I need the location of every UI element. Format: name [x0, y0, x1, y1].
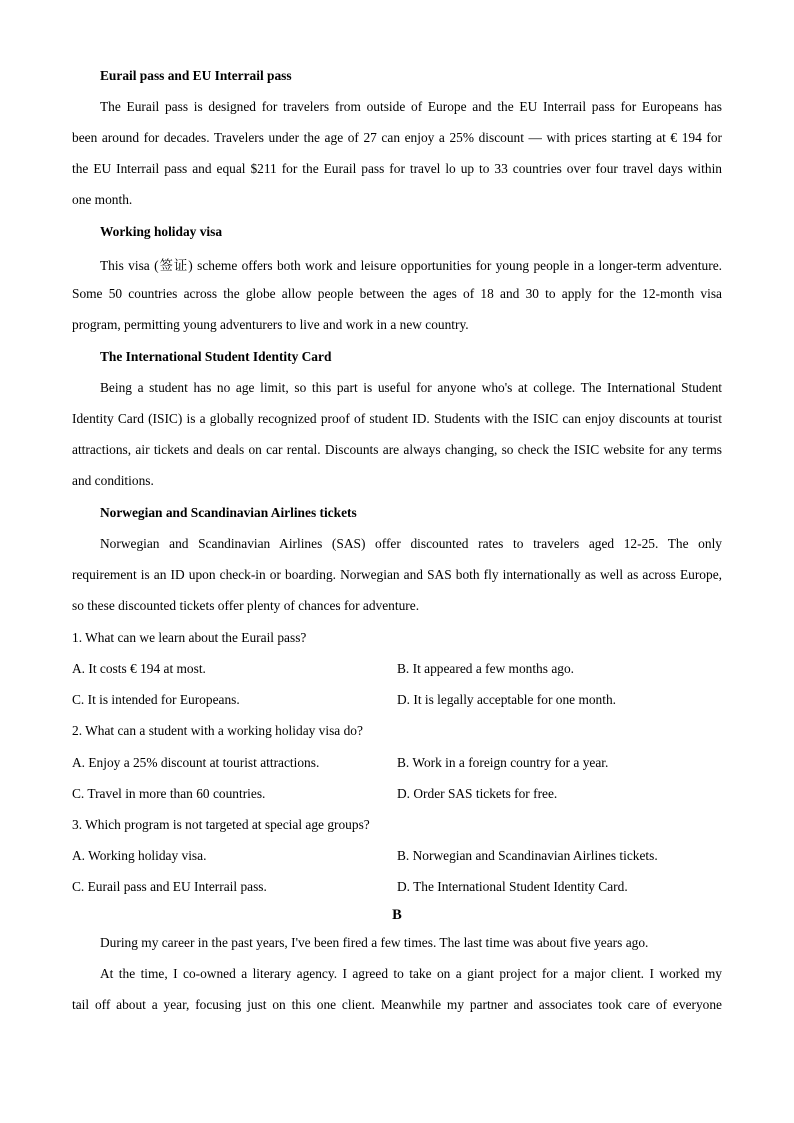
section-heading: Working holiday visa: [100, 224, 223, 239]
section-heading: Eurail pass and EU Interrail pass: [100, 68, 292, 83]
question-stem: 2. What can a student with a working holiday visa do?: [72, 723, 363, 738]
question-stem: 3. Which program is not targeted at special age groups?: [72, 817, 370, 832]
answer-option: B. Work in a foreign country for a year.: [397, 755, 609, 770]
answer-option: D. The International Student Identity Card.: [397, 879, 628, 894]
paragraph-line: tail off about a year, focusing just on this one client. Meanwhile my partner and associates took care of everyone: [72, 997, 722, 1012]
answer-option: D. It is legally acceptable for one month.: [397, 692, 617, 707]
section-heading: The International Student Identity Card: [100, 349, 332, 364]
paragraph-line: Being a student has no age limit, so this part is useful for anyone who's at college. The International Student: [100, 380, 722, 395]
question-stem: 1. What can we learn about the Eurail pass?: [72, 630, 307, 645]
paragraph-line: the EU Interrail pass and equal $211 for the Eurail pass for travel lo up to 33 countries over four travel days within: [72, 161, 722, 176]
paragraph-line: The Eurail pass is designed for travelers from outside of Europe and the EU Interrail pass for Europeans has: [100, 99, 722, 114]
paragraph-line: so these discounted tickets offer plenty of chances for adventure.: [72, 598, 420, 613]
paragraph-line: During my career in the past years, I've been fired a few times. The last time was about five years ago.: [100, 935, 649, 950]
answer-option: C. Eurail pass and EU Interrail pass.: [72, 879, 267, 894]
answer-option: B. Norwegian and Scandinavian Airlines tickets.: [397, 848, 658, 863]
answer-option: A. It costs € 194 at most.: [72, 661, 206, 676]
paragraph-line: been around for decades. Travelers under the age of 27 can enjoy a 25% discount — with prices starting at € 194 for: [72, 130, 722, 145]
answer-option: A. Enjoy a 25% discount at tourist attractions.: [72, 755, 320, 770]
paragraph-line: Some 50 countries across the globe allow people between the ages of 18 and 30 to apply for the 12-month visa: [72, 286, 722, 301]
paragraph-line: requirement is an ID upon check-in or boarding. Norwegian and SAS both fly internationally as well as across Europe,: [72, 567, 722, 582]
paragraph-line: Norwegian and Scandinavian Airlines (SAS) offer discounted rates to travelers aged 12-25. The only: [100, 536, 722, 551]
section-heading: Norwegian and Scandinavian Airlines tickets: [100, 505, 357, 520]
answer-option: A. Working holiday visa.: [72, 848, 207, 863]
paragraph-line: and conditions.: [72, 473, 154, 488]
paragraph-line: attractions, air tickets and deals on car rental. Discounts are always changing, so check the ISIC website for any terms: [72, 442, 722, 457]
paragraph-line: Identity Card (ISIC) is a globally recognized proof of student ID. Students with the ISIC can enjoy discounts at tourist: [72, 411, 722, 426]
paragraph-line: one month.: [72, 192, 133, 207]
answer-option: C. It is intended for Europeans.: [72, 692, 240, 707]
paragraph-line: This visa (签证) scheme offers both work and leisure opportunities for young people in a longer-term adventure.: [100, 258, 722, 273]
answer-option: C. Travel in more than 60 countries.: [72, 786, 266, 801]
answer-option: B. It appeared a few months ago.: [397, 661, 574, 676]
part-label: B: [392, 907, 402, 923]
answer-option: D. Order SAS tickets for free.: [397, 786, 558, 801]
paragraph-line: program, permitting young adventurers to live and work in a new country.: [72, 317, 469, 332]
paragraph-line: At the time, I co-owned a literary agency. I agreed to take on a giant project for a major client. I worked my: [100, 966, 722, 981]
